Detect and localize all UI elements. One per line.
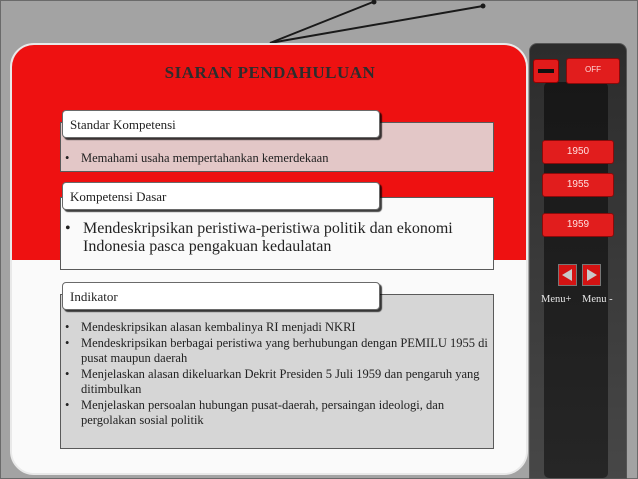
indikator-box	[60, 294, 494, 449]
kompetensi-list	[65, 220, 493, 256]
standar-kompetensi-label: Standar Kompetensi	[62, 110, 380, 138]
minimize-button[interactable]	[533, 59, 559, 83]
arrow-left-icon	[562, 269, 572, 281]
kompetensi-dasar-label: Kompetensi Dasar	[62, 182, 380, 210]
list-item: • Mendeskripsikan berbagai peristiwa yang berhubungan dengan PEMILU 1955 di pusat maupun daerah	[65, 336, 493, 366]
next-button[interactable]	[582, 264, 601, 286]
list-item: • Menjelaskan alasan dikeluarkan Dekrit Presiden 5 Juli 1959 dan pengaruh yang ditimbulkan	[65, 367, 493, 397]
year-1955-button[interactable]: 1955	[542, 173, 614, 197]
previous-button[interactable]	[558, 264, 577, 286]
year-1950-button[interactable]: 1950	[542, 140, 614, 164]
indikator-list	[65, 320, 493, 429]
menu-minus-button[interactable]: Menu -	[582, 294, 613, 305]
menu-plus-button[interactable]: Menu+	[541, 294, 572, 305]
indikator-label: Indikator	[62, 282, 380, 310]
list-item: • Mendeskripsikan alasan kembalinya RI menjadi NKRI	[65, 320, 493, 335]
slide-title: SIARAN PENDAHULUAN	[164, 63, 376, 82]
standar-list	[65, 151, 328, 166]
arrow-right-icon	[587, 269, 597, 281]
list-item: • Mendeskripsikan peristiwa-peristiwa politik dan ekonomi Indonesia pasca pengakuan kedaulatan	[65, 220, 493, 256]
off-button[interactable]: OFF	[566, 58, 620, 84]
year-1959-button[interactable]: 1959	[542, 213, 614, 237]
list-item: • Memahami usaha mempertahankan kemerdekaan	[65, 151, 328, 166]
list-item: • Menjelaskan persoalan hubungan pusat-daerah, persaingan ideologi, dan pergolakan sosial politik	[65, 398, 493, 428]
minus-icon	[538, 69, 554, 73]
